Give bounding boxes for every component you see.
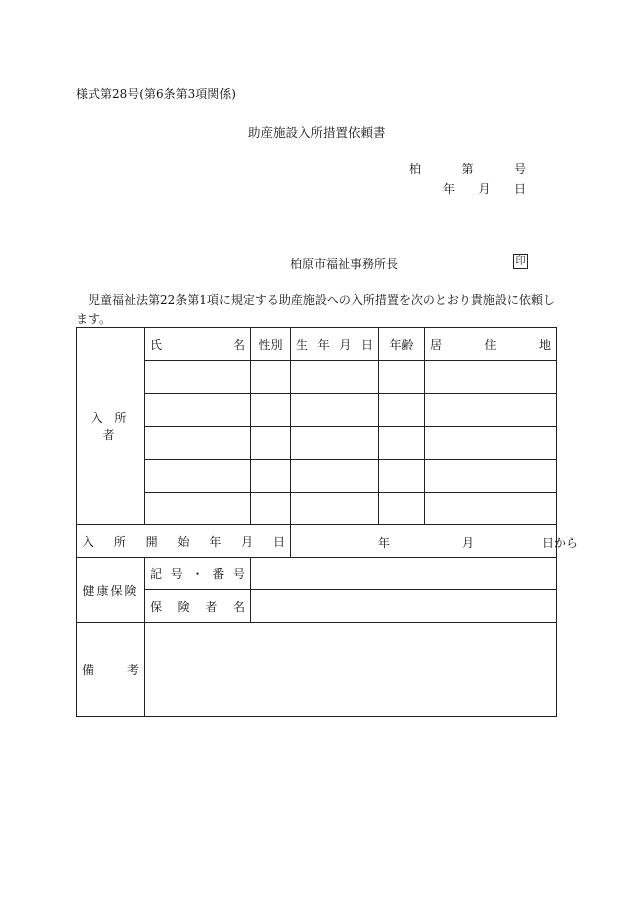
age-field[interactable]: [379, 394, 425, 427]
doc-no-go: 号: [513, 162, 526, 176]
birthdate-field[interactable]: [291, 493, 379, 525]
age-field[interactable]: [379, 493, 425, 525]
addressee: 柏原市福祉事務所長: [290, 257, 399, 271]
address-field[interactable]: [425, 427, 557, 460]
table-row: [77, 427, 557, 460]
age-field[interactable]: [379, 361, 425, 394]
col-header-address: 居 住 地: [425, 328, 557, 361]
document-date: [443, 180, 526, 197]
table-row: [77, 460, 557, 493]
insurance-code-row: [77, 558, 557, 590]
col-header-gender: 性別: [251, 328, 291, 361]
gender-field[interactable]: [251, 427, 291, 460]
doc-no-dai: 第: [461, 162, 474, 176]
remarks-field[interactable]: [145, 623, 557, 717]
start-date-year: 年: [378, 536, 391, 550]
start-date-label: 入 所 開 始 年 月 日: [77, 525, 291, 558]
age-field[interactable]: [379, 427, 425, 460]
insurer-label: 保 険 者 名: [145, 590, 251, 623]
gender-field[interactable]: [251, 361, 291, 394]
insurer-field[interactable]: [251, 590, 557, 623]
admission-form-table: [76, 327, 579, 717]
table-row: [77, 493, 557, 525]
start-date-month: 月: [462, 536, 475, 550]
birthdate-field[interactable]: [291, 460, 379, 493]
col-header-age: 年齢: [379, 328, 425, 361]
insurance-code-field[interactable]: [251, 558, 557, 590]
name-field[interactable]: [145, 427, 251, 460]
header-row: [77, 328, 557, 361]
name-field[interactable]: [145, 361, 251, 394]
insurance-label: 健康保険: [77, 558, 145, 623]
address-field[interactable]: [425, 493, 557, 525]
document-number: [409, 160, 526, 177]
date-month: 月: [478, 182, 491, 196]
name-field[interactable]: [145, 460, 251, 493]
document-title: 助産施設入所措置依頼書: [248, 125, 386, 140]
form-number: 様式第28号(第6条第3項関係): [76, 87, 236, 101]
start-date-day-from: 日から: [542, 536, 579, 550]
gender-field[interactable]: [251, 394, 291, 427]
doc-no-prefix: 柏: [409, 162, 422, 176]
admittee-label: 入 所 者: [77, 328, 145, 525]
col-header-birthdate: 生 年 月 日: [291, 328, 379, 361]
birthdate-field[interactable]: [291, 427, 379, 460]
insurance-code-label: 記 号 ・ 番 号: [145, 558, 251, 590]
address-field[interactable]: [425, 394, 557, 427]
start-date-row: [77, 525, 557, 558]
table-row: [77, 361, 557, 394]
gender-field[interactable]: [251, 460, 291, 493]
date-year: 年: [443, 182, 456, 196]
address-field[interactable]: [425, 361, 557, 394]
name-field[interactable]: [145, 493, 251, 525]
birthdate-field[interactable]: [291, 394, 379, 427]
gender-field[interactable]: [251, 493, 291, 525]
request-body-text: 児童福祉法第22条第1項に規定する助産施設への入所措置を次のとおり貴施設に依頼します。: [76, 293, 555, 326]
name-field[interactable]: [145, 394, 251, 427]
remarks-label: 備 考: [77, 623, 145, 717]
table-row: [77, 394, 557, 427]
col-header-name: 氏 名: [145, 328, 251, 361]
insurer-row: [77, 590, 557, 623]
age-field[interactable]: [379, 460, 425, 493]
address-field[interactable]: [425, 460, 557, 493]
start-date-field[interactable]: [291, 525, 579, 558]
remarks-row: [77, 623, 557, 717]
seal-mark: 印: [513, 254, 528, 269]
birthdate-field[interactable]: [291, 361, 379, 394]
date-day: 日: [513, 182, 526, 196]
